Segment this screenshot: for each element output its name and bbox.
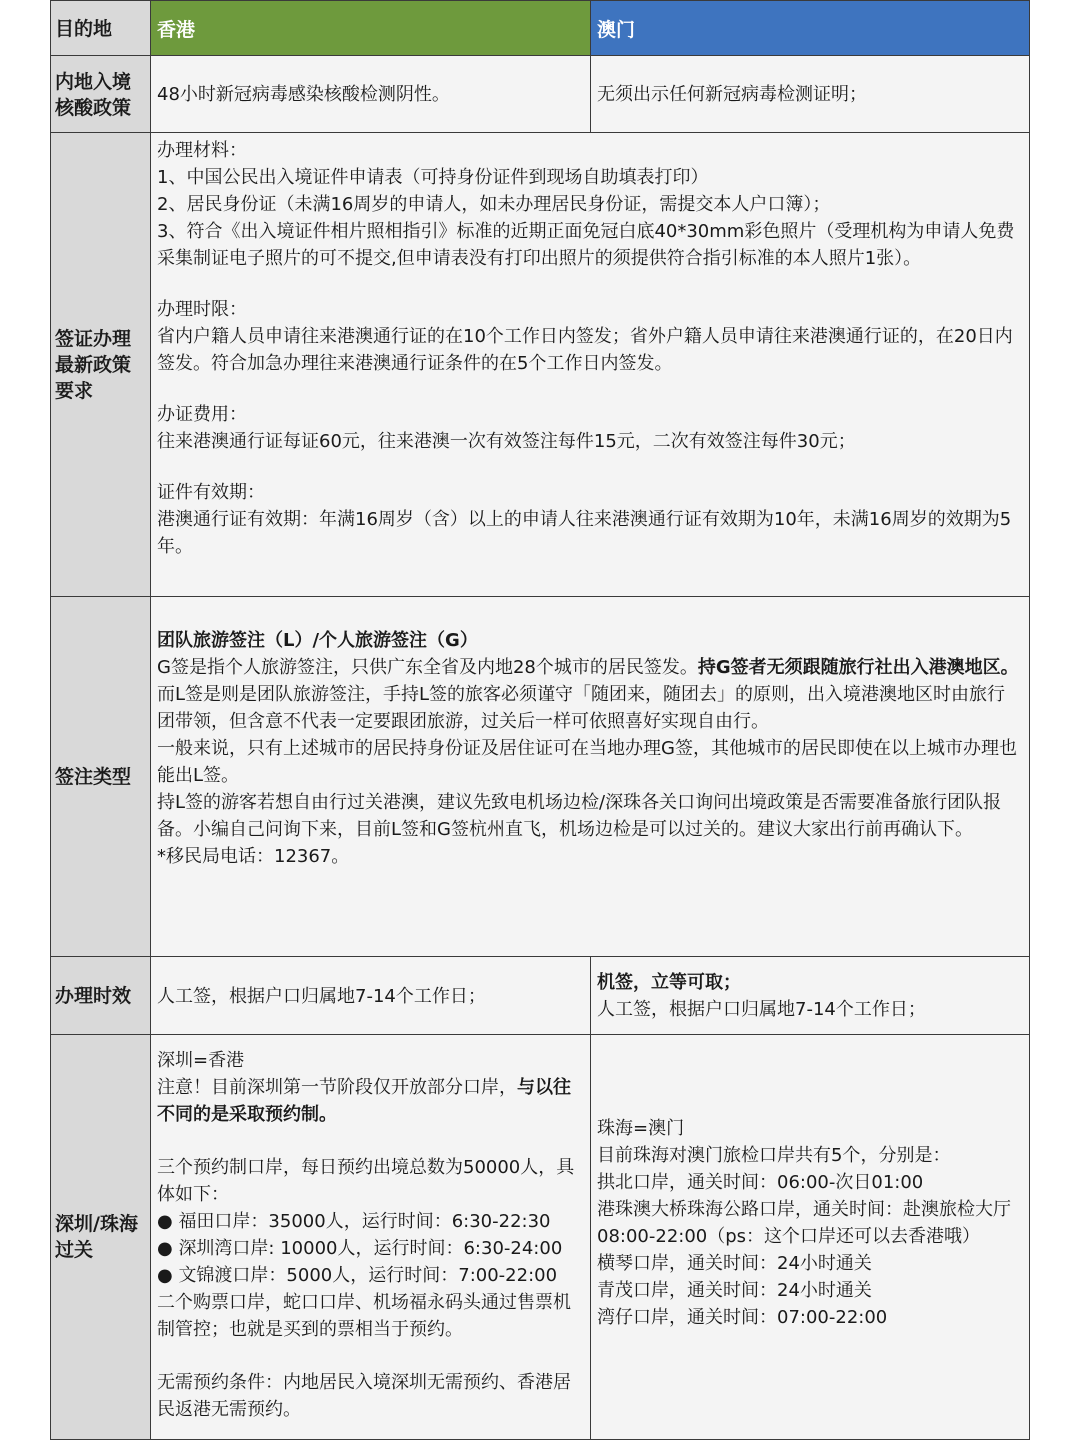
row-label-covid: 内地入境核酸政策 — [50, 55, 152, 134]
g-visa-text: G签是指个人旅游签注，只供广东全省及内地28个城市的居民签发。 — [157, 657, 698, 678]
processing-hongkong: 人工签，根据户口归属地7-14个工作日； — [150, 956, 592, 1036]
ticket-text: 二个购票口岸，蛇口口岸、机场福永码头通过售票机制管控；也就是买到的票相当于预约。 — [157, 1292, 571, 1340]
list-item: ● 福田口岸：35000人，运行时间：6:30-22:30 — [157, 1211, 551, 1232]
policy-table — [50, 0, 1030, 1440]
fee-text: 往来港澳通行证每证60元，往来港澳一次有效签注每件15元，二次有效签注每件30元； — [157, 431, 856, 452]
header-destination-label: 目的地 — [55, 17, 113, 40]
general-text: 一般来说，只有上述城市的居民持身份证及居住证可在当地办理G签，其他城市的居民即使在以上城市办理也能出L签。 — [157, 738, 1017, 786]
materials-title: 办理材料： — [157, 140, 247, 161]
time-limit-text: 省内户籍人员申请往来港澳通行证的在10个工作日内签发；省外户籍人员申请往来港澳通行证的，在20日内签发。符合加急办理往来港澳通行证条件的在5个工作日内签发。 — [157, 326, 1013, 374]
immigration-phone: *移民局电话：12367。 — [157, 846, 350, 867]
bullet-icon: ● — [157, 1211, 179, 1232]
no-booking-text: 无需预约条件：内地居民入境深圳无需预约、香港居民返港无需预约。 — [157, 1372, 571, 1420]
header-hongkong-label: 香港 — [157, 19, 196, 41]
list-item: 湾仔口岸，通关时间：07:00-22:00 — [597, 1307, 888, 1328]
row-label-crossing: 深圳/珠海过关 — [50, 1034, 152, 1440]
materials-item: 1、中国公民出入境证件申请表（可持身份证件到现场自助填表打印） — [157, 167, 709, 188]
header-hongkong — [150, 0, 592, 57]
visa-type-title: 团队旅游签注（L）/个人旅游签注（G） — [157, 630, 478, 651]
header-destination — [50, 0, 152, 57]
list-item: 青茂口岸，通关时间：24小时通关 — [597, 1280, 872, 1301]
crossing-hongkong: 深圳=香港 注意！目前深圳第一节阶段仅开放部分口岸，与以往不同的是采取预约制。 三个预约制口岸，每日预约出境总数为50000人，具体如下： ● 福田口岸：35000人，运行时间：6:30-22:30 ● 深圳湾口岸: 10000人，运行时间：6:30-24:00 ● 文锦渡口岸：5000人，运行时间：7:00-22:00 二个购票口岸，蛇口口岸、机场福永码头通过售票机制管控；也就是买到的票相当于预约。 无需预约条件：内地居民入境深圳无需预约、香港居民返港无需预约。 — [150, 1034, 592, 1440]
processing-macau: 机签，立等可取； 人工签，根据户口归属地7-14个工作日； — [590, 956, 1030, 1036]
time-limit-title: 办理时限： — [157, 299, 247, 320]
list-item: ● 文锦渡口岸：5000人，运行时间：7:00-22:00 — [157, 1265, 558, 1286]
header-macau-label: 澳门 — [597, 19, 636, 41]
crossing-hk-title: 深圳=香港 — [157, 1050, 245, 1071]
visa-policy-content — [150, 132, 1030, 598]
list-item: 拱北口岸，通关时间：06:00-次日01:00 — [597, 1172, 924, 1193]
list-item: ● 深圳湾口岸: 10000人，运行时间：6:30-24:00 — [157, 1238, 563, 1259]
header-macau — [590, 0, 1030, 57]
validity-text: 港澳通行证有效期：年满16周岁（含）以上的申请人往来港澳通行证有效期为10年，未满16周岁的效期为5年。 — [157, 509, 1012, 557]
crossing-mo-intro: 目前珠海对澳门旅检口岸共有5个，分别是： — [597, 1145, 951, 1166]
bullet-icon: ● — [157, 1265, 179, 1286]
l-visa-text: 而L签是则是团队旅游签注，手持L签的旅客必须谨守「随团来，随团去」的原则，出入境港澳地区时由旅行团带领，但含意不代表一定要跟团旅游，过关后一样可依照喜好实现自由行。 — [157, 684, 1006, 732]
visa-type-content — [150, 596, 1030, 958]
fee-title: 办证费用： — [157, 404, 247, 425]
g-visa-bold: 持G签者无须跟随旅行社出入港澳地区。 — [697, 657, 1019, 678]
materials-item: 3、符合《出入境证件相片照相指引》标准的近期正面免冠白底40*30mm彩色照片（受理机构为申请人免费采集制证电子照片的可不提交,但申请表没有打印出照片的须提供符合指引标准的本人照片1张）。 — [157, 221, 1015, 269]
crossing-macau — [590, 1034, 1030, 1440]
covid-macau: 无须出示任何新冠病毒检测证明； — [590, 55, 1030, 134]
row-label-processing: 办理时效 — [50, 956, 152, 1036]
advice-text: 持L签的游客若想自由行过关港澳，建议先致电机场边检/深珠各关口询问出境政策是否需要准备旅行团队报备。小编自己问询下来，目前L签和G签杭州直飞，机场边检是可以过关的。建议大家出行前再确认下。 — [157, 792, 1002, 840]
validity-title: 证件有效期： — [157, 482, 265, 503]
row-label-visa-type: 签注类型 — [50, 596, 152, 958]
covid-hongkong: 48小时新冠病毒感染核酸检测阴性。 — [150, 55, 592, 134]
list-item: 横琴口岸，通关时间：24小时通关 — [597, 1253, 872, 1274]
list-item: 港珠澳大桥珠海公路口岸，通关时间：赴澳旅检大厅08:00-22:00（ps：这个口岸还可以去香港哦） — [597, 1199, 1011, 1247]
row-label-visa-policy: 签证办理最新政策要求 — [50, 132, 152, 598]
bullet-icon: ● — [157, 1238, 179, 1259]
materials-item: 2、居民身份证（未满16周岁的申请人，如未办理居民身份证，需提交本人户口簿）； — [157, 194, 831, 215]
crossing-hk-summary: 三个预约制口岸，每日预约出境总数为50000人，具体如下： — [157, 1157, 575, 1205]
crossing-mo-title: 珠海=澳门 — [597, 1118, 685, 1139]
